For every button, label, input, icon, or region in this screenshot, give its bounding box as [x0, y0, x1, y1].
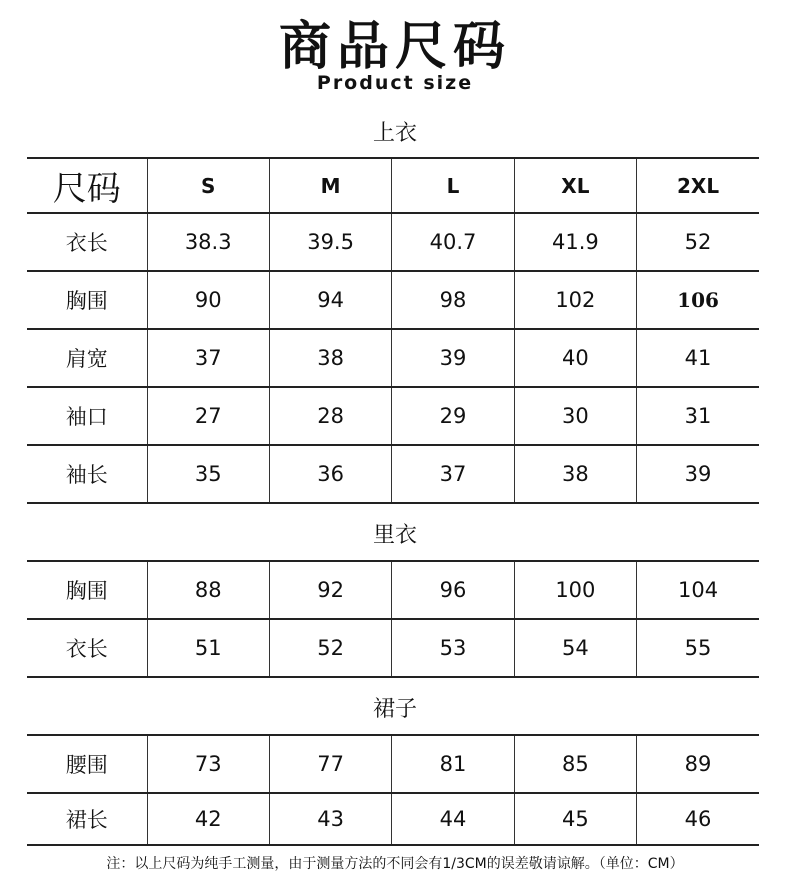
- row-label: 袖长: [27, 445, 147, 503]
- table-cell: 39: [637, 445, 759, 503]
- table-cell: 43: [269, 793, 391, 845]
- table-cell: 52: [637, 213, 759, 271]
- table-cell: 41.9: [514, 213, 636, 271]
- table-cell: 96: [392, 561, 514, 619]
- table-row: [27, 793, 759, 845]
- table-cell: 100: [514, 561, 636, 619]
- table-cell: 27: [147, 387, 269, 445]
- table-cell: 39.5: [269, 213, 391, 271]
- table-cell: 40: [514, 329, 636, 387]
- table-cell: 31: [637, 387, 759, 445]
- table-cell: 28: [269, 387, 391, 445]
- table-cell: 38: [514, 445, 636, 503]
- table-cell: 54: [514, 619, 636, 677]
- table-cell: 98: [392, 271, 514, 329]
- size-table-top: [27, 157, 759, 504]
- size-table-skirt: [27, 734, 759, 846]
- row-label: 胸围: [27, 271, 147, 329]
- table-cell: 106: [637, 271, 759, 329]
- row-label: 袖口: [27, 387, 147, 445]
- page-subtitle: Product size: [316, 72, 474, 94]
- table-cell: 38.3: [147, 213, 269, 271]
- table-row: [27, 619, 759, 677]
- table-cell: 77: [269, 735, 391, 793]
- table-row: [27, 271, 759, 329]
- size-header-label: 尺码: [27, 158, 147, 213]
- table-cell: 41: [637, 329, 759, 387]
- table-row: [27, 213, 759, 271]
- size-header-cell: M: [269, 158, 391, 213]
- section-title-inner: 里衣: [372, 523, 417, 548]
- row-label: 衣长: [27, 213, 147, 271]
- table-cell: 37: [147, 329, 269, 387]
- row-label: 衣长: [27, 619, 147, 677]
- table-cell: 53: [392, 619, 514, 677]
- table-cell: 44: [392, 793, 514, 845]
- row-label: 胸围: [27, 561, 147, 619]
- table-cell: 38: [269, 329, 391, 387]
- table-cell: 102: [514, 271, 636, 329]
- table-row: [27, 329, 759, 387]
- size-header-cell: S: [147, 158, 269, 213]
- table-row: [27, 561, 759, 619]
- table-cell: 85: [514, 735, 636, 793]
- table-row: [27, 445, 759, 503]
- table-cell: 94: [269, 271, 391, 329]
- table-cell: 39: [392, 329, 514, 387]
- size-header-cell: XL: [514, 158, 636, 213]
- footnote: 注：以上尺码为纯手工测量，由于测量方法的不同会有1/3CM的误差敬请谅解。（单位：CM）: [106, 856, 684, 872]
- table-cell: 51: [147, 619, 269, 677]
- size-header-cell: 2XL: [637, 158, 759, 213]
- size-header-row: [27, 158, 759, 213]
- table-cell: 90: [147, 271, 269, 329]
- table-cell: 37: [392, 445, 514, 503]
- table-cell: 29: [392, 387, 514, 445]
- table-cell: 52: [269, 619, 391, 677]
- row-label: 腰围: [27, 735, 147, 793]
- table-cell: 89: [637, 735, 759, 793]
- table-cell: 104: [637, 561, 759, 619]
- table-cell: 45: [514, 793, 636, 845]
- table-cell: 73: [147, 735, 269, 793]
- section-title-top: 上衣: [372, 121, 417, 146]
- table-row: [27, 387, 759, 445]
- section-title-skirt: 裙子: [372, 697, 417, 722]
- table-cell: 88: [147, 561, 269, 619]
- table-cell: 35: [147, 445, 269, 503]
- table-cell: 36: [269, 445, 391, 503]
- table-cell: 46: [637, 793, 759, 845]
- table-cell: 40.7: [392, 213, 514, 271]
- size-table-inner: [27, 560, 759, 678]
- table-row: [27, 735, 759, 793]
- table-cell: 42: [147, 793, 269, 845]
- size-header-cell: L: [392, 158, 514, 213]
- row-label: 裙长: [27, 793, 147, 845]
- table-cell: 92: [269, 561, 391, 619]
- table-cell: 55: [637, 619, 759, 677]
- table-cell: 30: [514, 387, 636, 445]
- page-title: 商品尺码: [278, 17, 511, 77]
- table-cell: 81: [392, 735, 514, 793]
- row-label: 肩宽: [27, 329, 147, 387]
